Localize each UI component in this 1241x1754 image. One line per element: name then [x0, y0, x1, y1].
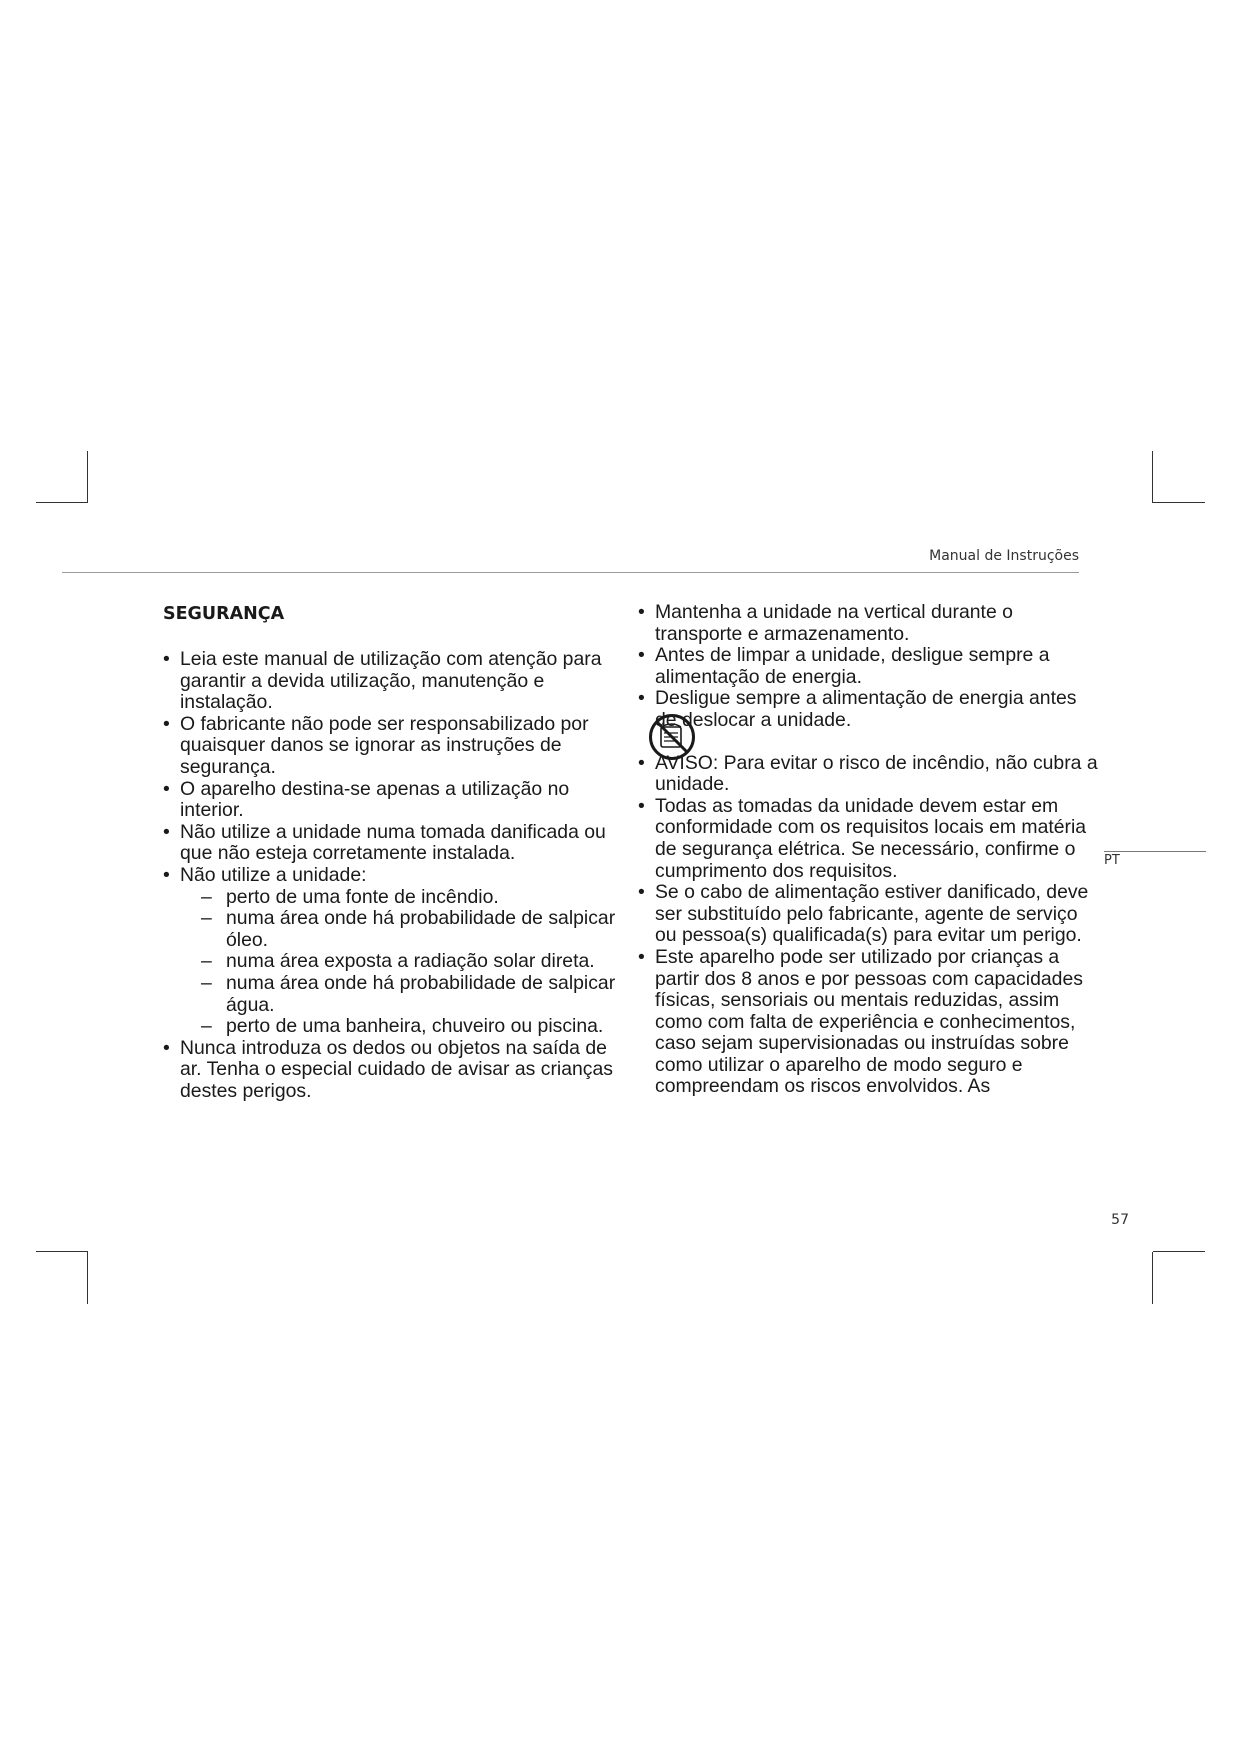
safety-list-right-continued: [638, 753, 1098, 1099]
list-item: • Mantenha a unidade na vertical durante o transporte e armazenamento.: [638, 602, 1098, 645]
list-item-with-sublist: [163, 865, 618, 1038]
list-item: • Todas as tomadas da unidade devem estar em conformidade com os requisitos locais em matéria de segurança elétrica. Se necessário, confirme o cumprimento dos requisitos.: [638, 796, 1098, 882]
sub-list-item: – perto de uma fonte de incêndio.: [201, 885, 499, 908]
list-item: • Se o cabo de alimentação estiver danificado, deve ser substituído pelo fabricante, agente de serviço ou pessoa(s) qualificada(s) para evitar um perigo.: [638, 882, 1098, 947]
sub-list: [180, 887, 618, 1038]
list-item: • O fabricante não pode ser responsabilizado por quaisquer danos se ignorar as instruções de segurança.: [163, 714, 618, 779]
crop-mark: [36, 1251, 88, 1252]
list-item: • Este aparelho pode ser utilizado por crianças a partir dos 8 anos e por pessoas com capacidades físicas, sensoriais ou mentais reduzidas, assim como com falta de experiência e conhecimentos, caso sejam supervisionadas ou instruídas sobre como utilizar o aparelho de modo seguro e compreendam os riscos envolvidos. As: [638, 947, 1098, 1098]
list-item: • Leia este manual de utilização com atenção para garantir a devida utilização, manutenção e instalação.: [163, 649, 618, 714]
language-tab: PT: [1104, 853, 1120, 868]
section-title: SEGURANÇA: [163, 604, 285, 624]
crop-mark: [36, 502, 88, 503]
list-item: • Não utilize a unidade numa tomada danificada ou que não esteja corretamente instalada.: [163, 822, 618, 865]
header-rule: [62, 572, 1079, 573]
sub-list-item: – numa área exposta a radiação solar direta.: [201, 950, 595, 973]
warning-text: AVISO: Para evitar o risco de incêndio, não cubra a unidade.: [655, 751, 1098, 796]
list-item: • Desligue sempre a alimentação de energia antes de deslocar a unidade.: [638, 688, 1098, 731]
do-not-cover-icon: [648, 713, 696, 761]
sub-list-item: – numa área onde há probabilidade de salpicar água.: [201, 971, 616, 1016]
right-column: [638, 602, 1098, 1098]
list-item-text: Não utilize a unidade:: [180, 863, 367, 886]
list-item: • O aparelho destina-se apenas a utilização no interior.: [163, 779, 618, 822]
safety-list-right: [638, 602, 1098, 732]
crop-mark: [1152, 451, 1153, 503]
crop-mark: [87, 1252, 88, 1304]
page-number: 57: [1111, 1212, 1129, 1228]
list-item: • Nunca introduza os dedos ou objetos na saída de ar. Tenha o especial cuidado de avisar as crianças destes perigos.: [163, 1038, 618, 1103]
crop-mark: [1153, 502, 1205, 503]
left-column: [163, 603, 618, 1102]
warning-item: [638, 753, 1098, 796]
sub-list-item: – numa área onde há probabilidade de salpicar óleo.: [201, 907, 616, 951]
crop-mark: [1152, 1252, 1153, 1304]
language-tab-rule: [1104, 851, 1206, 852]
crop-mark: [87, 451, 88, 503]
safety-list-left: [163, 649, 618, 1102]
sub-list-item: – perto de uma banheira, chuveiro ou piscina.: [201, 1015, 604, 1038]
crop-mark: [1153, 1251, 1205, 1252]
manual-title: Manual de Instruções: [929, 548, 1079, 564]
list-item: • Antes de limpar a unidade, desligue sempre a alimentação de energia.: [638, 645, 1098, 688]
